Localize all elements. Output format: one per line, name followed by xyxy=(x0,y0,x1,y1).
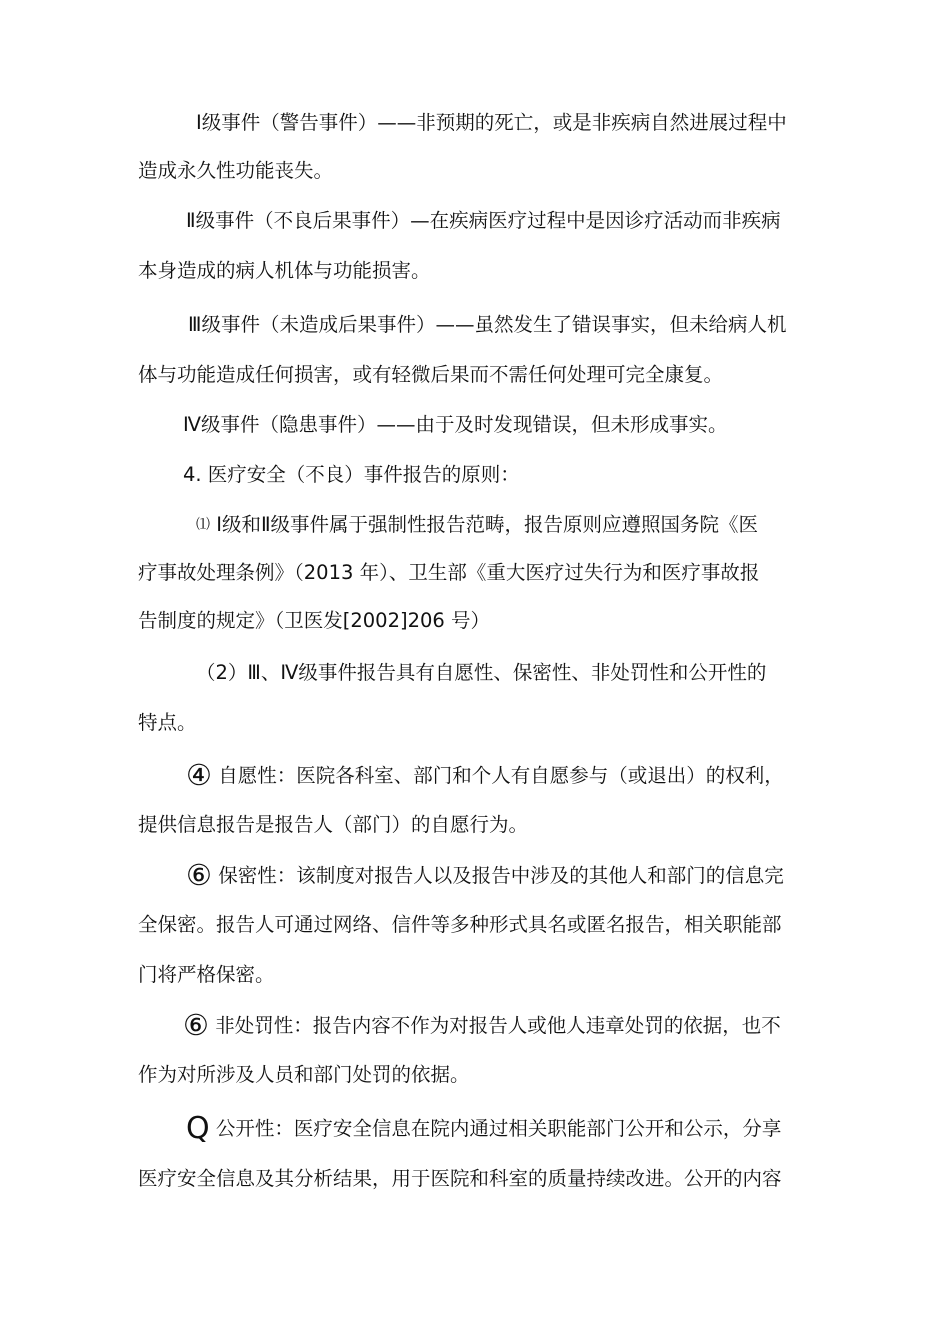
paragraph-line xyxy=(183,412,728,438)
line-text: 造成永久性功能丧失。 xyxy=(138,159,334,182)
paragraph-line xyxy=(138,258,431,284)
line-text: 特点。 xyxy=(138,711,197,734)
paragraph-line xyxy=(186,208,781,234)
paragraph-line xyxy=(186,758,784,792)
item-marker: ⑥ xyxy=(186,858,212,892)
line-text: 告制度的规定》（卫医发[2002]206 号） xyxy=(138,609,491,632)
paragraph-line xyxy=(196,110,787,136)
line-text: 提供信息报告是报告人（部门）的自愿行为。 xyxy=(138,813,529,836)
line-text: 本身造成的病人机体与功能损害。 xyxy=(138,259,431,282)
paragraph-line xyxy=(138,962,275,988)
line-text: 4. 医疗安全（不良）事件报告的原则： xyxy=(183,463,520,486)
line-text: 全保密。报告人可通过网络、信件等多种形式具名或匿名报告，相关职能部 xyxy=(138,913,782,936)
paragraph-line xyxy=(138,912,782,938)
paragraph-line xyxy=(138,560,759,586)
line-text: Ⅰ级和Ⅱ级事件属于强制性报告范畴，报告原则应遵照国务院《医 xyxy=(216,513,759,536)
line-text: Ⅲ级事件（未造成后果事件）——虽然发生了错误事实，但未给病人机 xyxy=(188,313,787,336)
paragraph-line xyxy=(138,362,723,388)
paragraph-line xyxy=(188,312,786,338)
section-heading xyxy=(183,462,520,488)
line-text: 保密性：该制度对报告人以及报告中涉及的其他人和部门的信息完 xyxy=(218,864,784,887)
paragraph-line xyxy=(183,1008,781,1042)
line-text: Ⅰ级事件（警告事件）——非预期的死亡，或是非疾病自然进展过程中 xyxy=(196,111,787,134)
line-text: （2）Ⅲ、Ⅳ级事件报告具有自愿性、保密性、非处罚性和公开性的 xyxy=(196,661,767,684)
line-text: 自愿性：医院各科室、部门和个人有自愿参与（或退出）的权利， xyxy=(218,764,784,787)
line-text: 非处罚性：报告内容不作为对报告人或他人违章处罚的依据，也不 xyxy=(215,1014,781,1037)
paragraph-line xyxy=(138,608,490,634)
line-text: 公开性：医疗安全信息在院内通过相关职能部门公开和公示，分享 xyxy=(215,1117,782,1140)
paragraph-line xyxy=(186,858,784,892)
paragraph-line xyxy=(138,1166,782,1192)
paragraph-line xyxy=(138,1062,470,1088)
line-text: Ⅳ级事件（隐患事件）——由于及时发现错误，但未形成事实。 xyxy=(183,413,728,436)
item-marker: ④ xyxy=(186,758,212,792)
paragraph-line xyxy=(186,1111,782,1146)
paragraph-line xyxy=(196,512,758,538)
item-marker: ⑴ xyxy=(196,517,210,533)
paragraph-line xyxy=(196,660,766,686)
paragraph-line xyxy=(138,710,197,736)
item-marker: Q xyxy=(186,1111,210,1146)
item-marker: ⑥ xyxy=(183,1008,209,1042)
line-text: Ⅱ级事件（不良后果事件）—在疾病医疗过程中是因诊疗活动而非疾病 xyxy=(186,209,781,232)
line-text: 医疗安全信息及其分析结果，用于医院和科室的质量持续改进。公开的内容 xyxy=(138,1167,782,1190)
paragraph-line xyxy=(138,812,528,838)
paragraph-line xyxy=(138,158,333,184)
line-text: 门将严格保密。 xyxy=(138,963,275,986)
line-text: 疗事故处理条例》（2013 年）、卫生部《重大医疗过失行为和医疗事故报 xyxy=(138,561,760,584)
line-text: 体与功能造成任何损害，或有轻微后果而不需任何处理可完全康复。 xyxy=(138,363,724,386)
line-text: 作为对所涉及人员和部门处罚的依据。 xyxy=(138,1063,470,1086)
